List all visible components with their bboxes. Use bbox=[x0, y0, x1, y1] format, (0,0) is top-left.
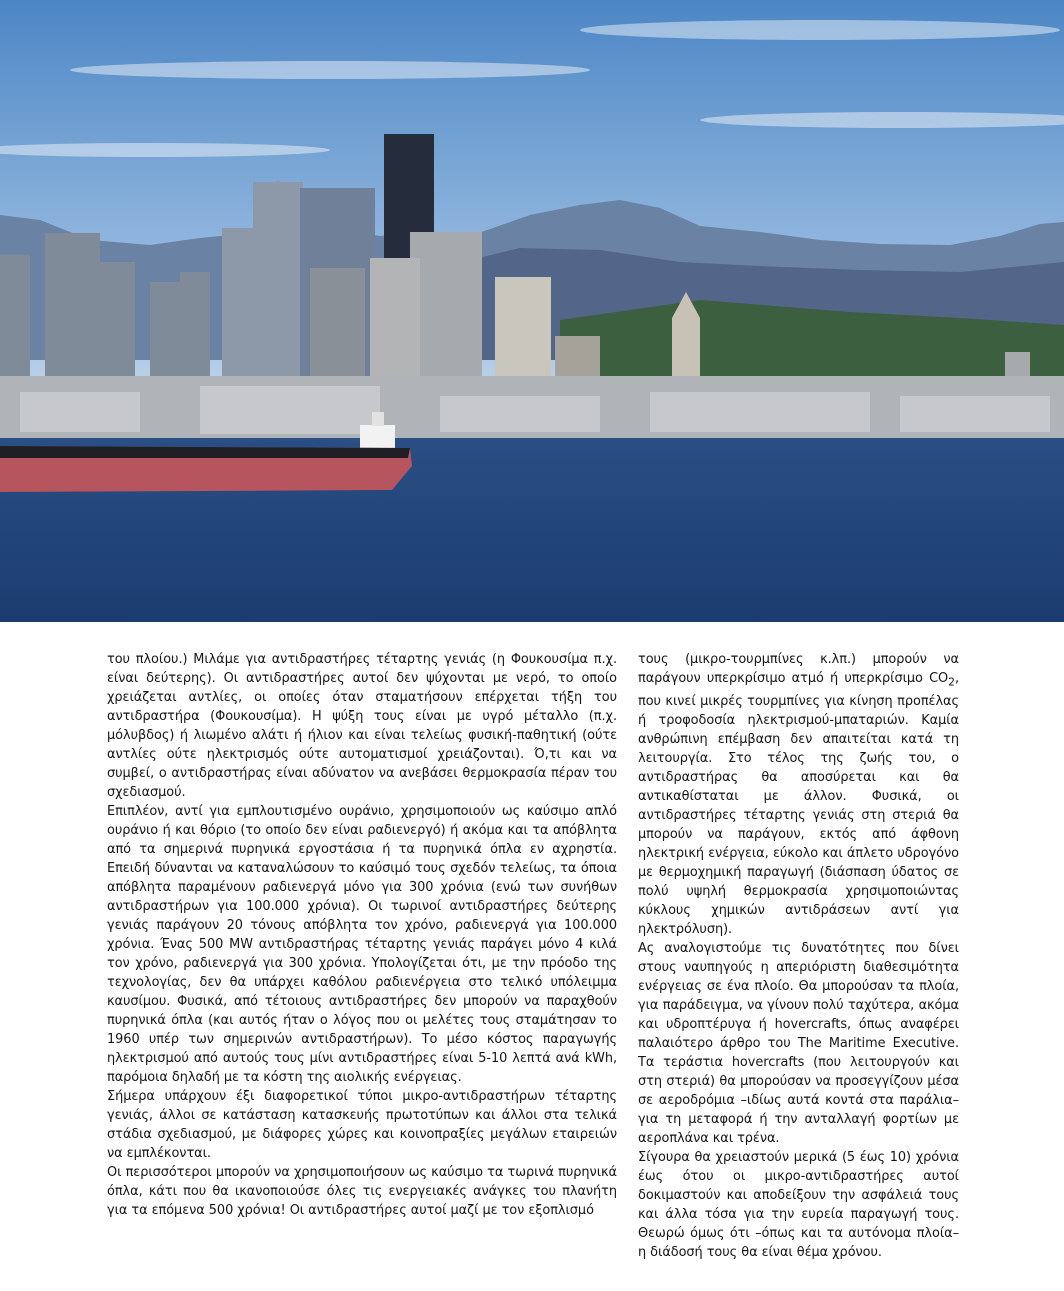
article-paragraph: Σήμερα υπάρχουν έξι διαφορετικοί τύποι μικρο-αντιδραστήρων τέταρτης γενιάς, άλλοι σε κατάσταση κατασκευής πρωτοτύπων και άλλοι στα τελικά στάδια σχεδιασμού, με διάφορες χώρες και κοινοπραξίες μεγάλων εταιρειών να εμπλέκονται. bbox=[107, 1089, 617, 1161]
article-paragraph: Επιπλέον, αντί για εμπλουτισμένο ουράνιο, χρησιμοποιούν ως καύσιμο απλό ουράνιο ή και θόριο (το οποίο δεν είναι ραδιενεργό) ή ακόμα και τα απόβλητα από τα σημερινά πυρηνικά εργοστάσια ή τα πυρηνικά όπλα εν αχρηστία. Επειδή δύνανται να καταναλώσουν το καύσιμό τους σχεδόν τελείως, τα όποια απόβλητα παραμένουν ραδιενεργά μόνο για 300 χρόνια (ενώ των συνήθων αντιδραστήρων για 100.000 χρόνια). Οι τωρινοί αντιδραστήρες δεύτερης γενιάς παράγουν 20 τόνους απόβλητα τον χρόνο, ραδιενεργά για 100.000 χρόνια. Ένας 500 MW αντιδραστήρας τέταρτης γενιάς παράγει μόνο 4 κιλά τον χρόνο, ραδιενεργά για 300 χρόνια. Υπολογίζεται ότι, με την πρόοδο της τεχνολογίας, δεν θα υπάρχει καθόλου ραδιενέργεια στο τελικό υπόλειμμα καυσίμου. Φυσικά, από τέτοιους αντιδραστήρες δεν μπορούν να παραχθούν πυρηνικά όπλα (και αυτός ήταν ο λόγος που οι μελέτες τους σταμάτησαν το 1960 υπέρ των σημερινών αντιδραστήρων). Το μέσο κόστος παραγωγής ηλεκτρισμού από αυτούς τους μίνι αντιδραστήρες είναι 5-10 λεπτά ανά kWh, παρόμοια δηλαδή με τα κόστη της αιολικής ενέργειας. bbox=[107, 804, 617, 1085]
article-paragraph: Ας αναλογιστούμε τις δυνατότητες που δίνει στους ναυπηγούς η απεριόριστη διαθεσιμότητα ενέργειας σε ένα πλοίο. Θα μπορούσαν τα πλοία, για παράδειγμα, να γίνουν πολύ ταχύτερα, ακόμα και υδροπτέρυγα ή hovercrafts, όπως αναφέρει παλαιότερο άρθρο του The Maritime Executive. Τα τεράστια hovercrafts (που λειτουργούν και στη στεριά) θα μπορούσαν να προσεγγίζουν μέσα σε αεροδρόμια –ιδίως αυτά κοντά στα παράλια– για τη μεταφορά ή την ανταλλαγή φορτίων με αεροπλάνα και τρένα. bbox=[638, 940, 959, 1146]
article-paragraph: Σίγουρα θα χρειαστούν μερικά (5 έως 10) χρόνια έως ότου οι μικρο-αντιδραστήρες αυτοί δοκιμαστούν και αποδείξουν την ασφάλειά τους και άλλα τόσα για την ευρεία παραγωγή τους. Θεωρώ όμως ότι –όπως και τα αυτόνομα πλοία– η διάδοσή τους θα είναι θέμα χρόνου. bbox=[638, 1149, 959, 1260]
co2-subscript: 2 bbox=[948, 675, 955, 689]
article-left-column bbox=[107, 650, 617, 1220]
article-text: τους (μικρο-τουρμπίνες κ.λπ.) μπορούν να παράγουν υπερκρίσιμο ατμό ή υπερκρίσιμο CO bbox=[638, 652, 959, 686]
article-paragraph bbox=[638, 650, 959, 939]
article-right-column bbox=[638, 650, 959, 1262]
article-paragraph: Οι περισσότεροι μπορούν να χρησιμοποιήσουν ως καύσιμο τα τωρινά πυρηνικά όπλα, κάτι που θα ικανοποιούσε όλες τις ενεργειακές ανάγκες του πλανήτη για τα επόμενα 500 χρόνια! Οι αντιδραστήρες αυτοί μαζί με τον εξοπλισμό bbox=[107, 1165, 617, 1218]
article-text: , που κινεί μικρές τουρμπίνες για κίνηση προπέλας ή τροφοδοσία ηλεκτρισμού-μπαταριών. Καμία ανθρώπινη επέμβαση δεν απαιτείται κατά τη λειτουργία. Στο τέλος της ζωής του, ο αντιδραστήρας θα αποσύρεται και θα αντικαθίσταται με άλλον. Φυσικά, οι αντιδραστήρες τέταρτης γενιάς στη στεριά θα μπορούν να παράγουν, εκτός από άφθονη ηλεκτρική ενέργεια, εύκολο και άπλετο υδρογόνο με θερμοχημική παραγωγή (διάσπαση ύδατος σε πολύ υψηλή θερμοκρασία χρησιμοποιώντας κύκλους χημικών αντιδράσεων αντί για ηλεκτρόλυση). bbox=[638, 671, 959, 937]
city-skyline-harbor-photo bbox=[0, 0, 1064, 622]
article-paragraph: του πλοίου.) Μιλάμε για αντιδραστήρες τέταρτης γενιάς (η Φουκουσίμα π.χ. είναι δεύτερης). Οι αντιδραστήρες αυτοί δεν ψύχονται με νερό, το οποίο χρειάζεται αντλίες, οι οποίες όταν σταματήσουν επέρχεται τήξη του αντιδραστήρα (Φουκουσίμα). Η ψύξη τους είναι με υγρό μέταλλο (π.χ. μόλυβδος) ή λιωμένο αλάτι ή ήλιον και είναι τελείως φυσική-παθητική (ούτε αντλίες ούτε ηλεκτρισμός ούτε αυτοματισμοί χρειάζονται). Ό,τι και να συμβεί, ο αντιδραστήρας είναι αδύνατον να ανεβάσει θερμοκρασία πέραν του σχεδιασμού. bbox=[107, 652, 617, 800]
